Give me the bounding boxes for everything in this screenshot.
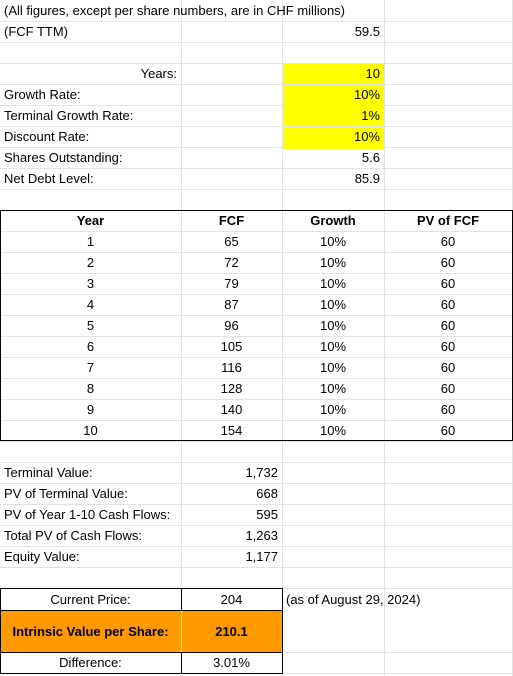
fcf-ttm-label: (FCF TTM): [4, 24, 69, 39]
pv-cashflows-label: PV of Year 1-10 Cash Flows:: [4, 507, 171, 522]
table-row-year[interactable]: 8: [86, 381, 95, 396]
table-row-pv-fcf[interactable]: 60: [440, 297, 456, 312]
terminal-value-label: Terminal Value:: [4, 465, 93, 480]
net-debt-value[interactable]: 85.9: [354, 171, 380, 186]
table-row-growth[interactable]: 10%: [319, 402, 347, 417]
shares-outstanding-label: Shares Outstanding:: [4, 150, 123, 165]
years-label: Years:: [140, 66, 177, 81]
table-row-year[interactable]: 10: [83, 423, 98, 438]
pv-cashflows-value[interactable]: 595: [256, 507, 278, 522]
terminal-growth-value[interactable]: 1%: [361, 108, 380, 123]
table-row-year[interactable]: 7: [86, 360, 95, 375]
pv-terminal-value[interactable]: 668: [256, 486, 278, 501]
table-row-growth[interactable]: 10%: [319, 318, 347, 333]
units-note: (All figures, except per share numbers, are in CHF millions): [4, 3, 346, 18]
terminal-growth-label: Terminal Growth Rate:: [4, 108, 134, 123]
terminal-value[interactable]: 1,732: [245, 465, 278, 480]
intrinsic-value[interactable]: 210.1: [215, 624, 248, 639]
table-row-year[interactable]: 4: [86, 297, 95, 312]
table-row-fcf[interactable]: 72: [224, 255, 239, 270]
table-row-pv-fcf[interactable]: 60: [440, 318, 456, 333]
discount-rate-value[interactable]: 10%: [353, 129, 380, 144]
intrinsic-value-label: Intrinsic Value per Share:: [12, 624, 169, 639]
growth-rate-label: Growth Rate:: [4, 87, 81, 102]
table-row-fcf[interactable]: 105: [220, 339, 243, 354]
table-row-fcf[interactable]: 140: [220, 402, 243, 417]
table-row-pv-fcf[interactable]: 60: [440, 276, 456, 291]
table-row-pv-fcf[interactable]: 60: [440, 423, 456, 438]
col-header-year: Year: [76, 213, 105, 228]
table-row-growth[interactable]: 10%: [319, 360, 347, 375]
current-price-label: Current Price:: [50, 592, 131, 607]
growth-rate-value[interactable]: 10%: [353, 87, 380, 102]
table-row-pv-fcf[interactable]: 60: [440, 234, 456, 249]
difference-value[interactable]: 3.01%: [213, 655, 250, 670]
pv-terminal-label: PV of Terminal Value:: [4, 486, 128, 501]
as-of-date: (as of August 29, 2024): [286, 592, 421, 607]
table-row-growth[interactable]: 10%: [319, 381, 347, 396]
net-debt-label: Net Debt Level:: [4, 171, 94, 186]
table-row-fcf[interactable]: 65: [224, 234, 239, 249]
col-header-growth: Growth: [310, 213, 356, 228]
total-pv-label: Total PV of Cash Flows:: [4, 528, 142, 543]
table-row-fcf[interactable]: 116: [221, 360, 242, 375]
table-row-year[interactable]: 6: [86, 339, 95, 354]
col-header-pv-fcf: PV of FCF: [416, 213, 480, 228]
table-row-pv-fcf[interactable]: 60: [440, 255, 456, 270]
fcf-ttm-value[interactable]: 59.5: [354, 24, 380, 39]
total-pv-value[interactable]: 1,263: [245, 528, 278, 543]
table-row-growth[interactable]: 10%: [319, 234, 347, 249]
col-header-fcf: FCF: [218, 213, 245, 228]
table-row-year[interactable]: 3: [86, 276, 95, 291]
current-price-value[interactable]: 204: [220, 592, 243, 607]
table-row-year[interactable]: 5: [86, 318, 95, 333]
difference-label: Difference:: [59, 655, 122, 670]
table-row-fcf[interactable]: 154: [220, 423, 243, 438]
table-row-growth[interactable]: 10%: [319, 255, 347, 270]
table-row-year[interactable]: 1: [86, 234, 95, 249]
shares-outstanding-value[interactable]: 5.6: [361, 150, 380, 165]
table-row-fcf[interactable]: 79: [224, 276, 239, 291]
table-row-fcf[interactable]: 87: [224, 297, 239, 312]
table-row-pv-fcf[interactable]: 60: [440, 381, 456, 396]
table-row-year[interactable]: 9: [86, 402, 95, 417]
table-row-pv-fcf[interactable]: 60: [440, 402, 456, 417]
table-row-growth[interactable]: 10%: [319, 297, 347, 312]
table-row-growth[interactable]: 10%: [319, 423, 347, 438]
table-row-growth[interactable]: 10%: [319, 339, 347, 354]
equity-value-label: Equity Value:: [4, 549, 80, 564]
equity-value[interactable]: 1,177: [245, 549, 278, 564]
table-row-pv-fcf[interactable]: 60: [440, 360, 456, 375]
discount-rate-label: Discount Rate:: [4, 129, 90, 144]
table-row-pv-fcf[interactable]: 60: [440, 339, 456, 354]
table-row-year[interactable]: 2: [86, 255, 95, 270]
table-row-growth[interactable]: 10%: [319, 276, 347, 291]
table-row-fcf[interactable]: 96: [224, 318, 239, 333]
table-row-fcf[interactable]: 128: [220, 381, 243, 396]
years-value[interactable]: 10: [365, 66, 380, 81]
